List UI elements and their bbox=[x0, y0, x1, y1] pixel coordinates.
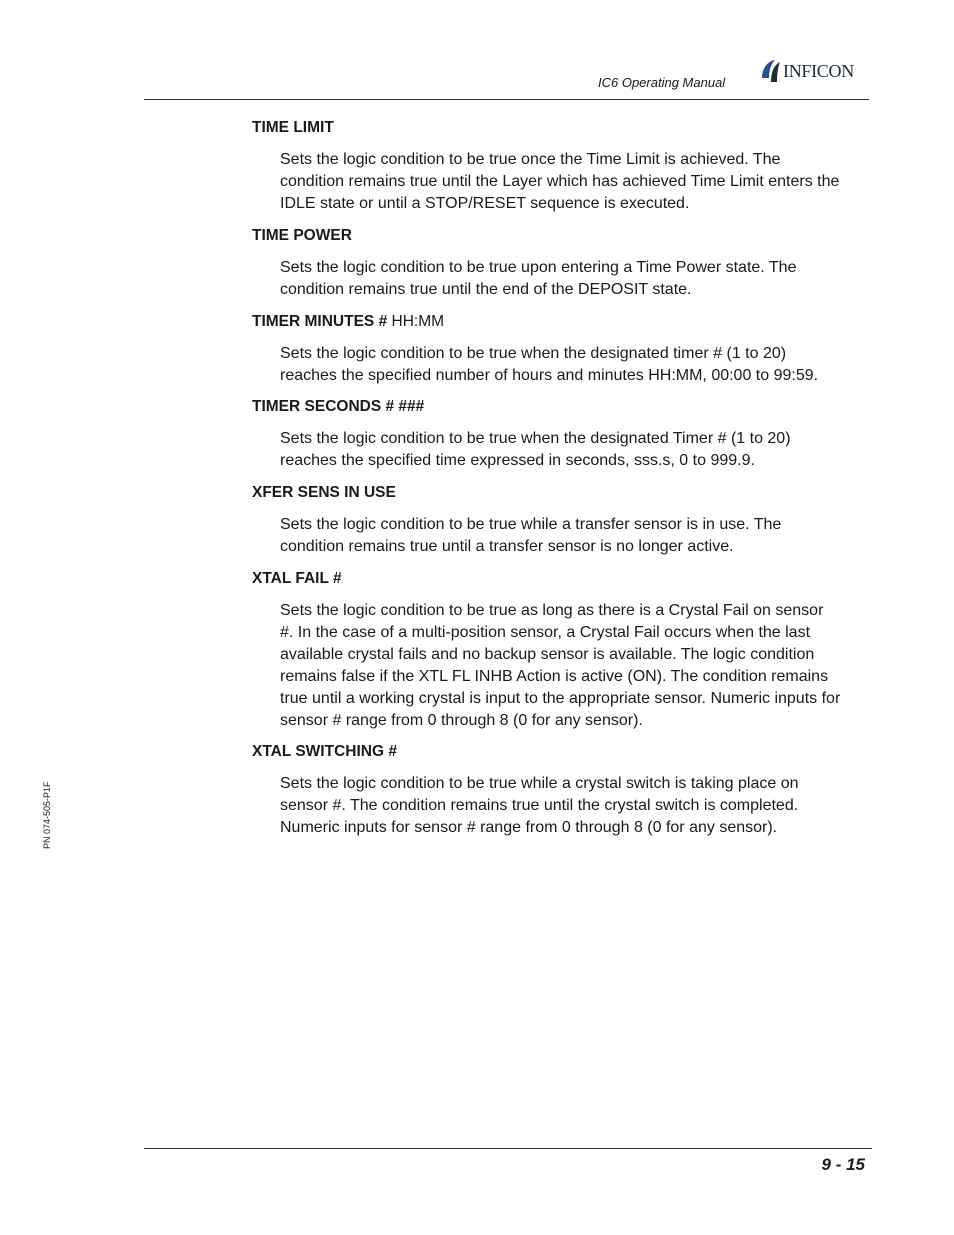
term-label: TIMER MINUTES # bbox=[252, 313, 388, 330]
desc-time-power bbox=[280, 257, 872, 301]
inficon-logo-mark-icon bbox=[760, 58, 782, 84]
term-xtal-switching bbox=[252, 743, 397, 761]
term-timer-seconds bbox=[252, 398, 424, 416]
desc-line: #. In the case of a multi-position sensor, a Crystal Fail occurs when the last bbox=[280, 624, 811, 641]
desc-line: condition remains true until a transfer sensor is no longer active. bbox=[280, 538, 734, 555]
desc-line: available crystal fails and no backup sensor is available. The logic condition bbox=[280, 646, 815, 663]
term-param: HH:MM bbox=[391, 313, 445, 330]
desc-line: Numeric inputs for sensor # range from 0 through 8 (0 for any sensor). bbox=[280, 819, 778, 836]
manual-title: IC6 Operating Manual bbox=[598, 75, 726, 90]
desc-line: Sets the logic condition to be true once the Time Limit is achieved. The bbox=[280, 151, 781, 168]
desc-line: Sets the logic condition to be true upon entering a Time Power state. The bbox=[280, 259, 797, 276]
desc-line: true until a working crystal is input to the appropriate sensor. Numeric inputs for bbox=[280, 690, 841, 707]
inficon-logo bbox=[760, 58, 875, 84]
desc-line: Sets the logic condition to be true when the designated Timer # (1 to 20) bbox=[280, 430, 791, 447]
term-label: XTAL FAIL # bbox=[252, 570, 342, 587]
desc-line: condition remains true until the Layer which has achieved Time Limit enters the bbox=[280, 173, 840, 190]
term-time-limit bbox=[252, 119, 334, 137]
desc-line: Sets the logic condition to be true while a crystal switch is taking place on bbox=[280, 775, 799, 792]
term-time-power bbox=[252, 227, 352, 245]
desc-line: sensor # range from 0 through 8 (0 for any sensor). bbox=[280, 712, 643, 729]
header-rule bbox=[144, 99, 869, 100]
desc-line: remains false if the XTL FL INHB Action is active (ON). The condition remains bbox=[280, 668, 829, 685]
desc-line: Sets the logic condition to be true as long as there is a Crystal Fail on sensor bbox=[280, 602, 824, 619]
desc-timer-minutes bbox=[280, 343, 872, 387]
desc-xtal-fail bbox=[280, 600, 872, 732]
inficon-wordmark: INFICON bbox=[783, 61, 854, 81]
term-timer-minutes bbox=[252, 313, 444, 331]
desc-line: condition remains true until the end of the DEPOSIT state. bbox=[280, 281, 692, 298]
part-number-label: PN 074-505-P1F bbox=[42, 781, 52, 849]
term-label: TIMER SECONDS # ### bbox=[252, 398, 425, 415]
desc-line: reaches the specified number of hours and minutes HH:MM, 00:00 to 99:59. bbox=[280, 367, 819, 384]
desc-time-limit bbox=[280, 149, 872, 215]
term-xtal-fail bbox=[252, 570, 342, 588]
term-xfer-sens-in-use bbox=[252, 484, 396, 502]
term-label: TIME POWER bbox=[252, 227, 352, 244]
desc-line: IDLE state or until a STOP/RESET sequence is executed. bbox=[280, 195, 690, 212]
desc-line: sensor #. The condition remains true until the crystal switch is completed. bbox=[280, 797, 799, 814]
desc-xtal-switching bbox=[280, 773, 872, 839]
desc-line: reaches the specified time expressed in seconds, sss.s, 0 to 999.9. bbox=[280, 452, 755, 469]
desc-timer-seconds bbox=[280, 428, 872, 472]
page-number: 9 - 15 bbox=[821, 1155, 865, 1174]
desc-xfer-sens-in-use bbox=[280, 514, 872, 558]
term-label: XFER SENS IN USE bbox=[252, 484, 396, 501]
footer-rule bbox=[144, 1148, 872, 1149]
desc-line: Sets the logic condition to be true when the designated timer # (1 to 20) bbox=[280, 345, 787, 362]
term-label: TIME LIMIT bbox=[252, 119, 334, 136]
desc-line: Sets the logic condition to be true while a transfer sensor is in use. The bbox=[280, 516, 782, 533]
term-label: XTAL SWITCHING # bbox=[252, 743, 397, 760]
